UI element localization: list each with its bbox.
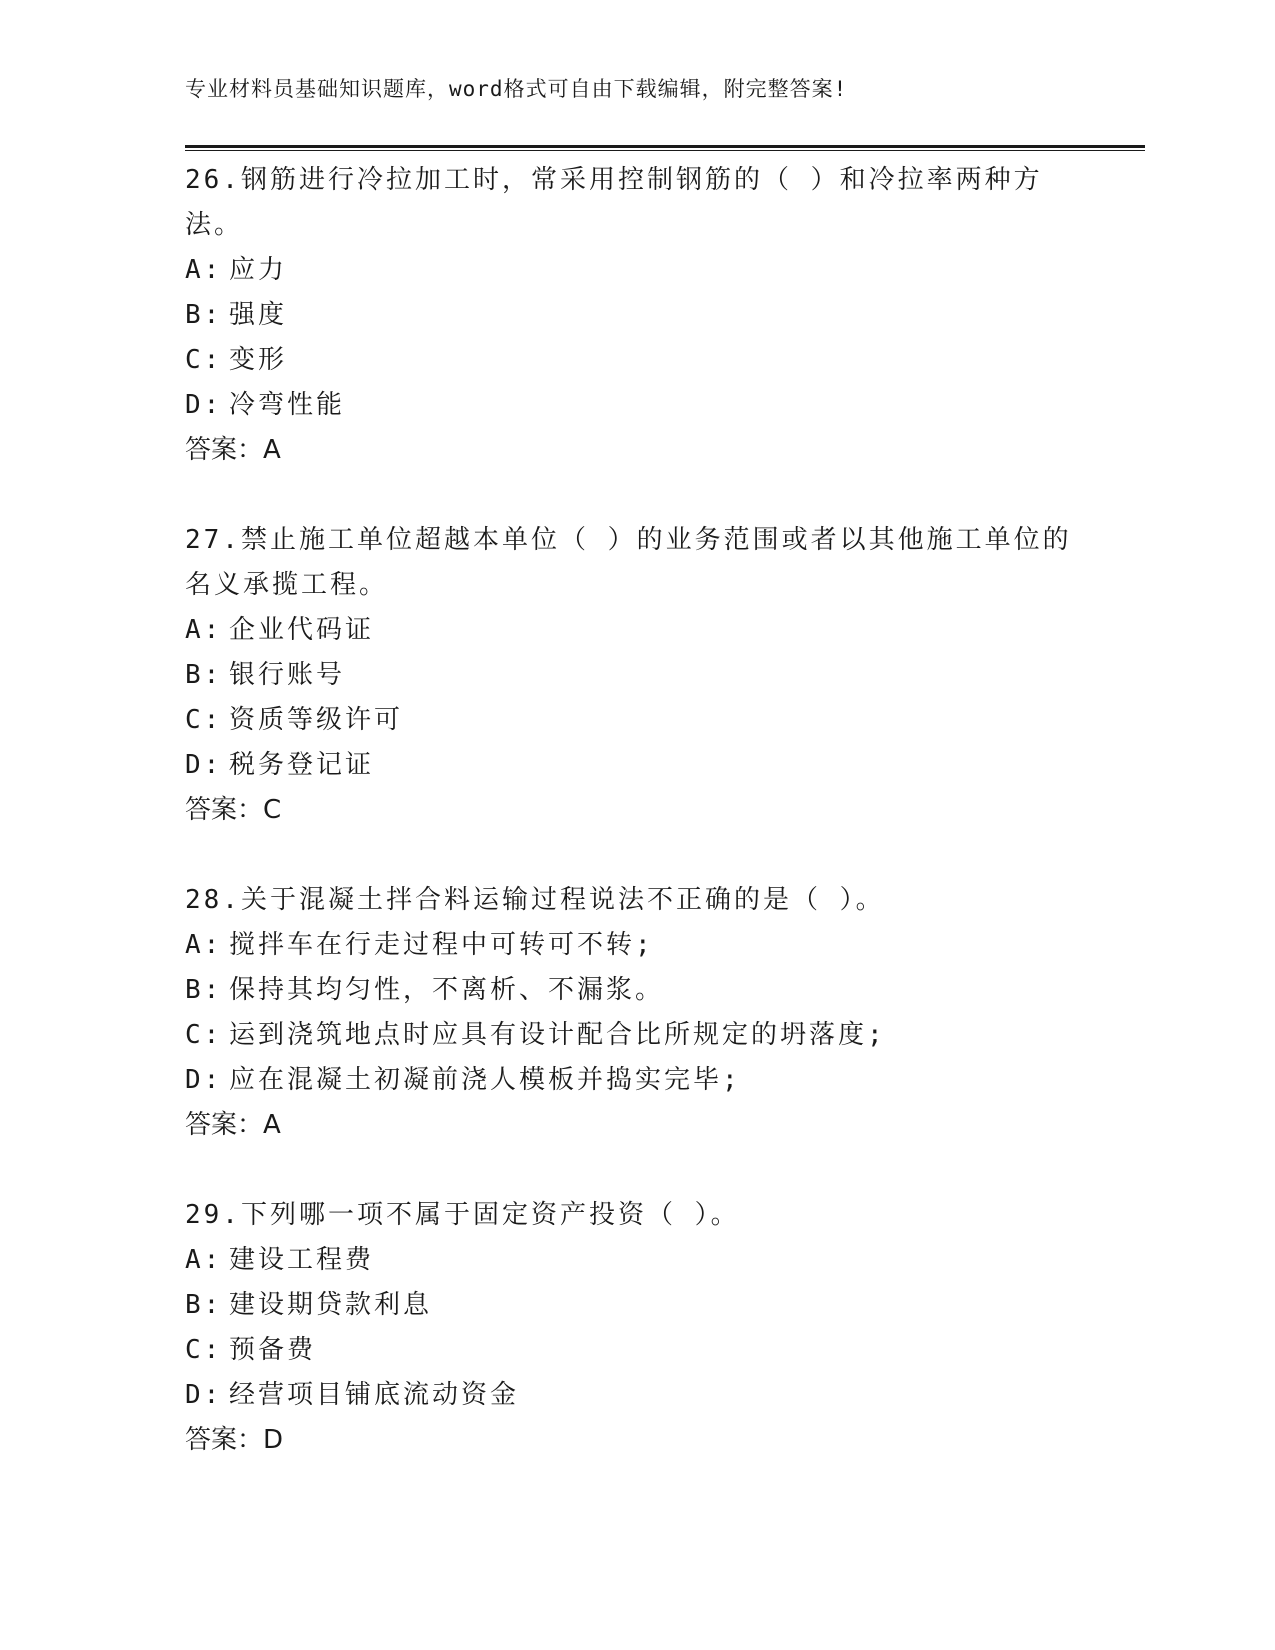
option-key: B: [185, 660, 223, 690]
option-key: C: [185, 1020, 223, 1050]
option-a [185, 608, 1085, 653]
option-c [185, 338, 1085, 383]
option-text: 经营项目铺底流动资金 [229, 1380, 520, 1410]
option-a [185, 1238, 1085, 1283]
answer: 答案：A [185, 435, 281, 465]
header-rule-thick [185, 145, 1145, 148]
option-c [185, 698, 1085, 743]
option-c [185, 1328, 1085, 1373]
option-text: 资质等级许可 [229, 705, 404, 735]
option-key: D: [185, 750, 223, 780]
option-d [185, 383, 1085, 428]
option-text: 建设期贷款利息 [229, 1290, 433, 1320]
answer: 答案：C [185, 795, 282, 825]
question-stem: 27.禁止施工单位超越本单位（ ）的业务范围或者以其他施工单位的名义承揽工程。 [185, 525, 1072, 600]
option-key: A: [185, 615, 223, 645]
option-text: 强度 [229, 300, 288, 330]
option-key: D: [185, 390, 223, 420]
header-rule-thin [185, 150, 1145, 151]
option-text: 保持其均匀性，不离析、不漏浆。 [229, 975, 665, 1005]
answer: 答案：D [185, 1425, 284, 1455]
question-27 [185, 518, 1085, 833]
option-key: D: [185, 1380, 223, 1410]
option-key: C: [185, 345, 223, 375]
option-text: 搅拌车在行走过程中可转可不转; [229, 930, 654, 960]
question-stem: 29.下列哪一项不属于固定资产投资（ ）。 [185, 1200, 740, 1230]
option-text: 运到浇筑地点时应具有设计配合比所规定的坍落度; [229, 1020, 886, 1050]
option-text: 冷弯性能 [229, 390, 346, 420]
question-stem: 28.关于混凝土拌合料运输过程说法不正确的是（ ）。 [185, 885, 885, 915]
option-key: B: [185, 975, 223, 1005]
option-d [185, 1058, 1085, 1103]
option-key: B: [185, 1290, 223, 1320]
question-stem: 26.钢筋进行冷拉加工时，常采用控制钢筋的（ ）和冷拉率两种方法。 [185, 165, 1043, 240]
option-text: 应力 [229, 255, 288, 285]
option-b [185, 293, 1085, 338]
option-d [185, 743, 1085, 788]
question-29 [185, 1193, 1085, 1463]
option-text: 预备费 [229, 1335, 317, 1365]
option-key: B: [185, 300, 223, 330]
question-list [185, 158, 1085, 1463]
option-key: D: [185, 1065, 223, 1095]
option-text: 变形 [229, 345, 288, 375]
page-header: 专业材料员基础知识题库，word格式可自由下载编辑，附完整答案! [185, 77, 848, 101]
option-key: C: [185, 705, 223, 735]
answer: 答案：A [185, 1110, 281, 1140]
option-text: 企业代码证 [229, 615, 375, 645]
option-c [185, 1013, 1085, 1058]
question-26 [185, 158, 1085, 473]
option-key: A: [185, 930, 223, 960]
option-b [185, 653, 1085, 698]
option-a [185, 923, 1085, 968]
option-key: A: [185, 1245, 223, 1275]
option-b [185, 968, 1085, 1013]
option-d [185, 1373, 1085, 1418]
option-key: A: [185, 255, 223, 285]
option-text: 税务登记证 [229, 750, 375, 780]
option-text: 应在混凝土初凝前浇人模板并捣实完毕; [229, 1065, 741, 1095]
option-a [185, 248, 1085, 293]
question-28 [185, 878, 1085, 1148]
option-text: 建设工程费 [229, 1245, 375, 1275]
option-text: 银行账号 [229, 660, 346, 690]
option-b [185, 1283, 1085, 1328]
option-key: C: [185, 1335, 223, 1365]
